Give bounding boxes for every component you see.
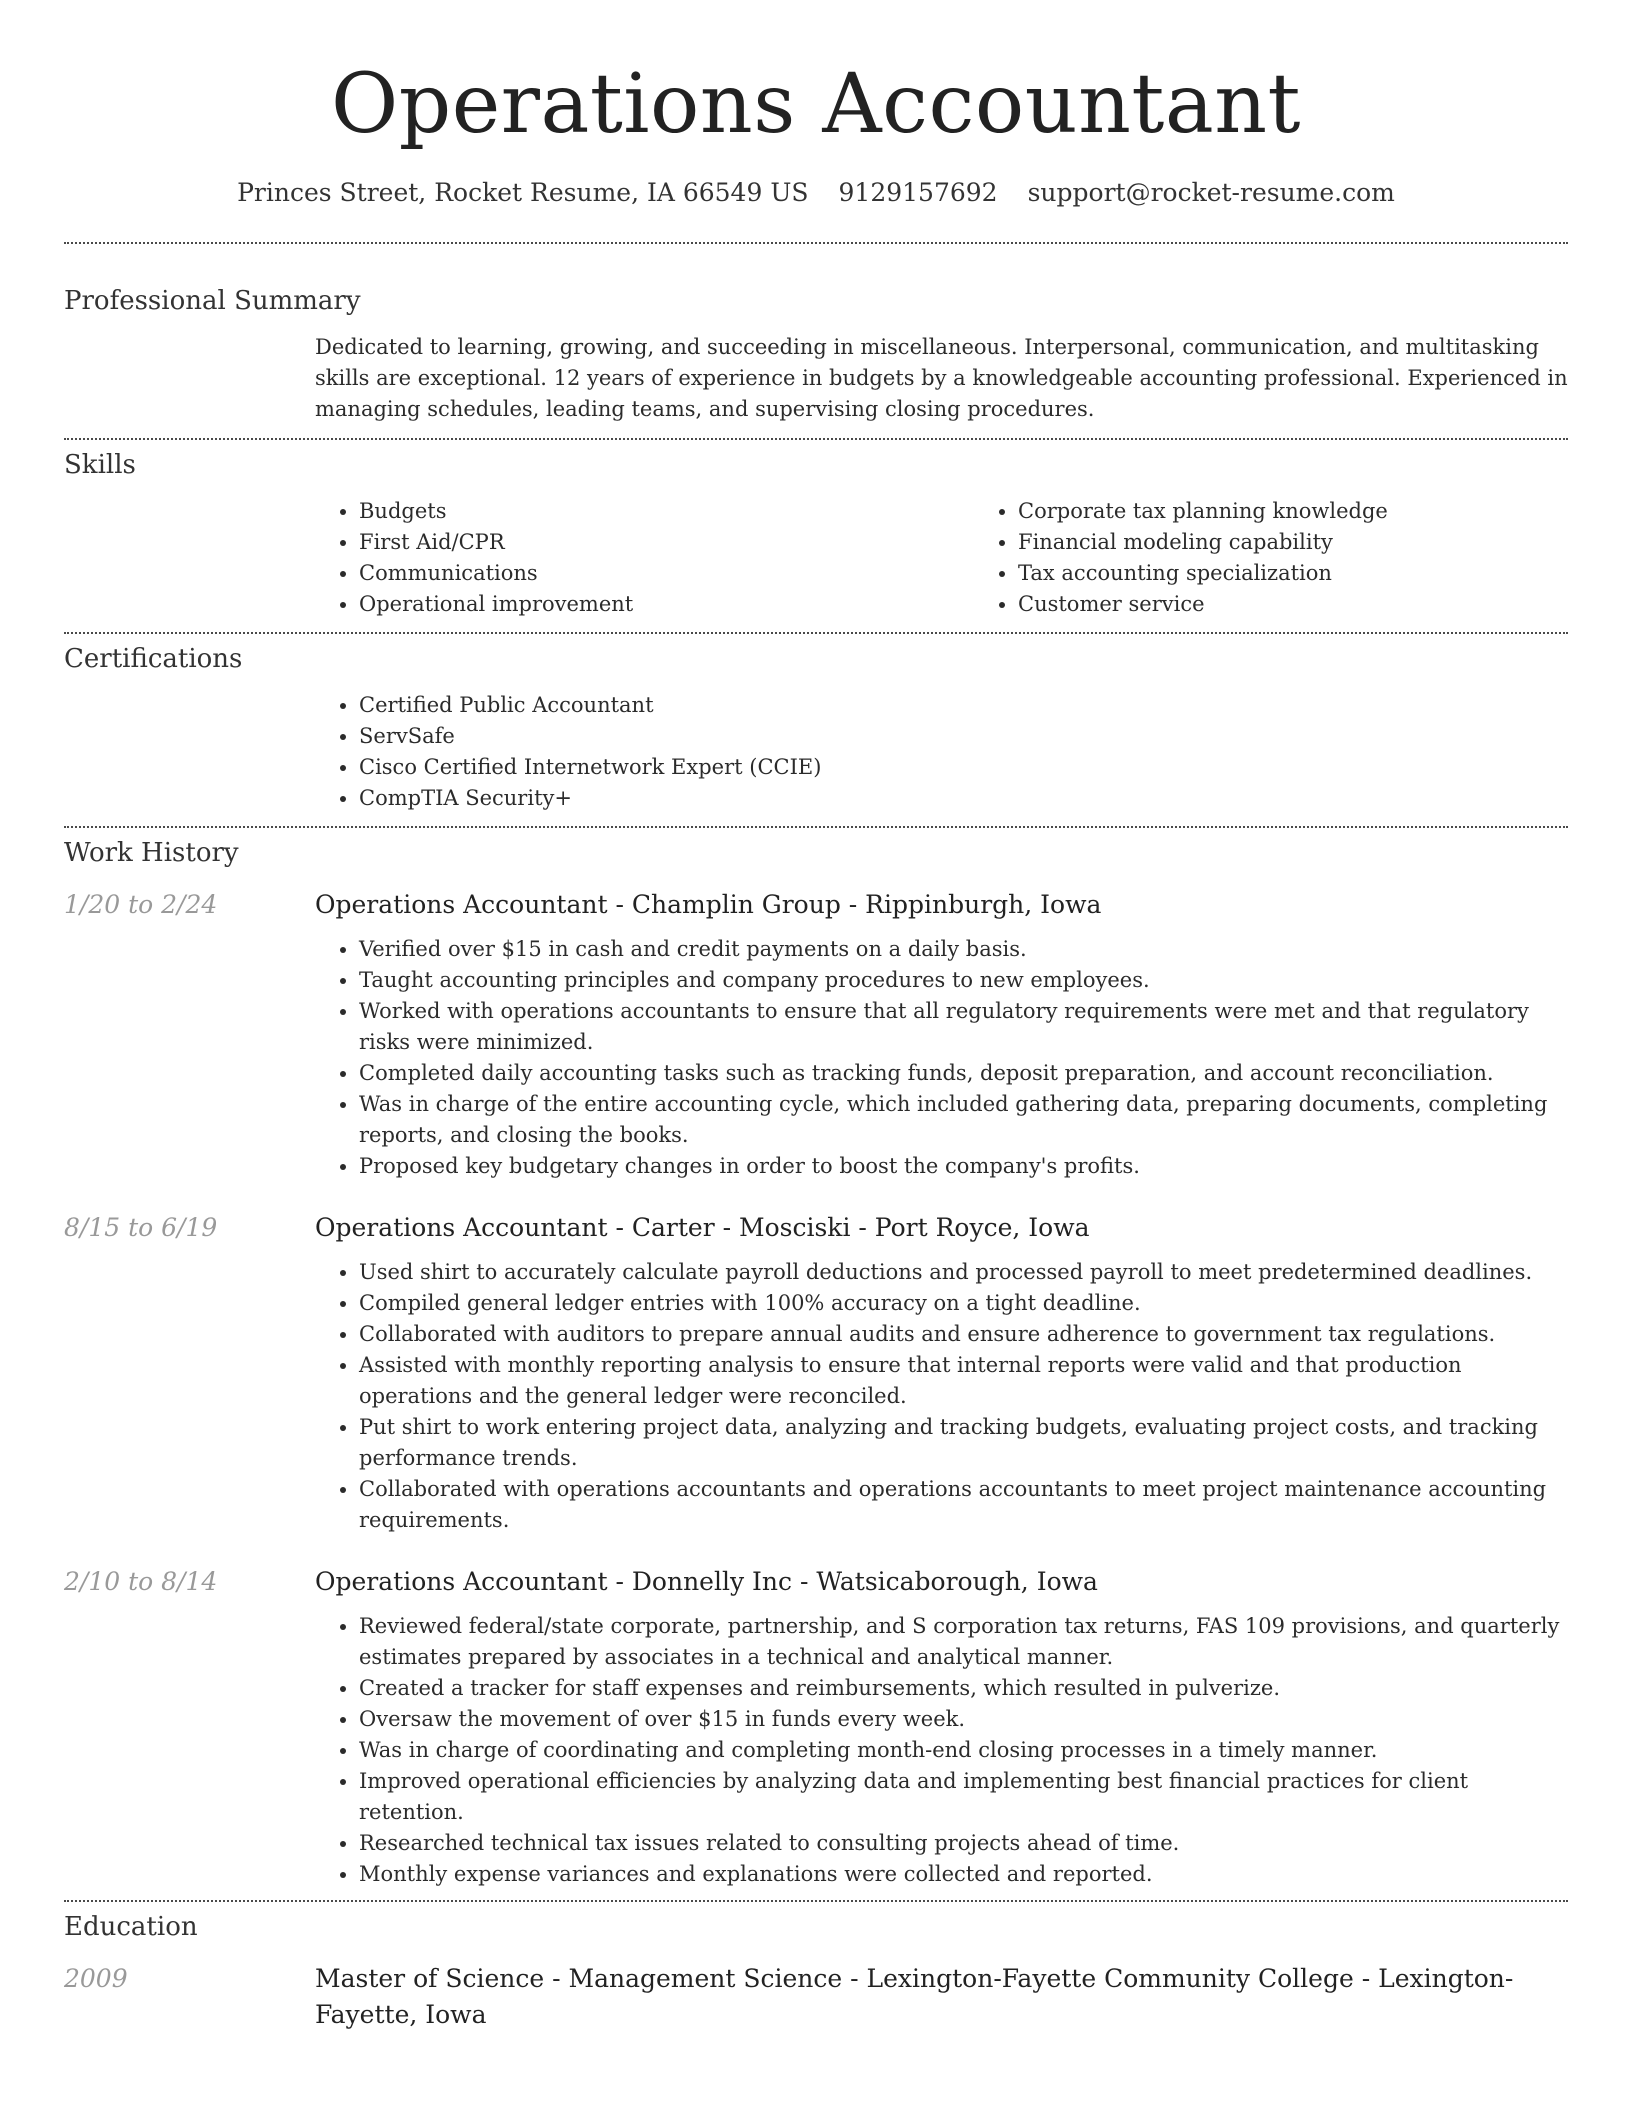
list-item: • Communications bbox=[359, 558, 974, 589]
job-details bbox=[315, 934, 1568, 1182]
list-item: • Corporate tax planning knowledge bbox=[1018, 496, 1632, 527]
list-item: • Certified Public Accountant bbox=[359, 690, 1568, 721]
job-bullets bbox=[315, 934, 1568, 1182]
education-section bbox=[64, 1912, 1568, 2033]
divider bbox=[64, 438, 1568, 440]
job-dates: 8/15 to 6/19 bbox=[64, 1213, 218, 1243]
skills-columns bbox=[315, 496, 1568, 620]
section-title: Certifications bbox=[64, 643, 243, 674]
list-item: • First Aid/CPR bbox=[359, 527, 974, 558]
list-item: • Proposed key budgetary changes in order to boost the company's profits. bbox=[359, 1151, 1568, 1182]
job-heading: Operations Accountant - Carter - Mosciski - Port Royce, Iowa bbox=[315, 1213, 1090, 1243]
list-item: • Collaborated with operations accountants and operations accountants to meet project maintenance accounting requirements. bbox=[359, 1474, 1568, 1536]
education-degree: Master of Science - Management Science - Lexington-Fayette Community College - Lexington-Fayette, Iowa bbox=[315, 1964, 1514, 2030]
certifications-section bbox=[64, 644, 1568, 814]
list-item: • Operational improvement bbox=[359, 589, 974, 620]
job-heading: Operations Accountant - Donnelly Inc - Watsicaborough, Iowa bbox=[315, 1567, 1098, 1597]
summary-section bbox=[64, 286, 1568, 424]
divider bbox=[64, 1900, 1568, 1902]
list-item: • Improved operational efficiencies by analyzing data and implementing best financial practices for client retention. bbox=[359, 1766, 1568, 1828]
job-heading: Operations Accountant - Champlin Group - Rippinburgh, Iowa bbox=[315, 890, 1102, 920]
education-year: 2009 bbox=[64, 1964, 128, 1994]
list-item: • ServSafe bbox=[359, 721, 1568, 752]
list-item: • Tax accounting specialization bbox=[1018, 558, 1632, 589]
summary-text: Dedicated to learning, growing, and succeeding in miscellaneous. Interpersonal, communication, and multitasking skills are exceptional. 12 years of experience in budgets by a knowledgeable accounting professional. Experienced in managing schedules, leading teams, and supervising closing procedures. bbox=[315, 334, 1568, 421]
job-header bbox=[64, 1564, 1568, 1600]
list-item: • Created a tracker for staff expenses and reimbursements, which resulted in pulverize. bbox=[359, 1673, 1568, 1704]
divider bbox=[64, 242, 1568, 244]
work-history-section bbox=[64, 838, 1568, 1890]
section-title: Work History bbox=[64, 837, 239, 868]
resume-page bbox=[64, 0, 1568, 2033]
list-item: • Put shirt to work entering project data, analyzing and tracking budgets, evaluating project costs, and tracking performance trends. bbox=[359, 1412, 1568, 1474]
list-item: • Researched technical tax issues related to consulting projects ahead of time. bbox=[359, 1828, 1568, 1859]
job-entry bbox=[64, 1564, 1568, 1890]
list-item: • Completed daily accounting tasks such as tracking funds, deposit preparation, and account reconciliation. bbox=[359, 1058, 1568, 1089]
list-item: • Monthly expense variances and explanations were collected and reported. bbox=[359, 1859, 1568, 1890]
divider bbox=[64, 632, 1568, 634]
list-item: • Cisco Certified Internetwork Expert (CCIE) bbox=[359, 752, 1568, 783]
job-details bbox=[315, 1611, 1568, 1890]
contact-line bbox=[64, 178, 1568, 208]
job-bullets bbox=[315, 1611, 1568, 1890]
job-bullets bbox=[315, 1257, 1568, 1536]
list-item: • Financial modeling capability bbox=[1018, 527, 1632, 558]
list-item: • Was in charge of the entire accounting cycle, which included gathering data, preparing documents, completing reports, and closing the books. bbox=[359, 1089, 1568, 1151]
job-dates: 2/10 to 8/14 bbox=[64, 1567, 218, 1597]
list-item: • Taught accounting principles and company procedures to new employees. bbox=[359, 965, 1568, 996]
job-details bbox=[315, 1257, 1568, 1536]
list-item: • Verified over $15 in cash and credit payments on a daily basis. bbox=[359, 934, 1568, 965]
list-item: • CompTIA Security+ bbox=[359, 783, 1568, 814]
skills-section bbox=[64, 450, 1568, 620]
certifications-block bbox=[315, 690, 1568, 814]
divider bbox=[64, 826, 1568, 828]
job-dates: 1/20 to 2/24 bbox=[64, 890, 218, 920]
phone-text: 9129157692 bbox=[838, 178, 998, 208]
list-item: • Was in charge of coordinating and completing month-end closing processes in a timely manner. bbox=[359, 1735, 1568, 1766]
list-item: • Customer service bbox=[1018, 589, 1632, 620]
address-text: Princes Street, Rocket Resume, IA 66549 US bbox=[237, 178, 809, 208]
section-title: Education bbox=[64, 1912, 198, 1943]
section-title: Skills bbox=[64, 449, 136, 480]
job-entry bbox=[64, 1210, 1568, 1536]
skills-list-left bbox=[315, 496, 974, 620]
job-header bbox=[64, 887, 1568, 923]
education-entry bbox=[64, 1961, 1568, 2033]
job-header bbox=[64, 1210, 1568, 1246]
list-item: • Worked with operations accountants to ensure that all regulatory requirements were met and that regulatory risks were minimized. bbox=[359, 996, 1568, 1058]
list-item: • Assisted with monthly reporting analysis to ensure that internal reports were valid and that production operations and the general ledger were reconciled. bbox=[359, 1350, 1568, 1412]
certifications-list bbox=[315, 690, 1568, 814]
list-item: • Budgets bbox=[359, 496, 974, 527]
list-item: • Oversaw the movement of over $15 in funds every week. bbox=[359, 1704, 1568, 1735]
email-text: support@rocket-resume.com bbox=[1027, 178, 1395, 208]
resume-title: Operations Accountant bbox=[331, 57, 1301, 152]
list-item: • Used shirt to accurately calculate payroll deductions and processed payroll to meet predetermined deadlines. bbox=[359, 1257, 1568, 1288]
list-item: • Compiled general ledger entries with 100% accuracy on a tight deadline. bbox=[359, 1288, 1568, 1319]
list-item: • Reviewed federal/state corporate, partnership, and S corporation tax returns, FAS 109 provisions, and quarterly estimates prepared by associates in a technical and analytical manner. bbox=[359, 1611, 1568, 1673]
job-entry bbox=[64, 887, 1568, 1182]
skills-list-right bbox=[974, 496, 1632, 620]
section-title: Professional Summary bbox=[64, 286, 361, 317]
list-item: • Collaborated with auditors to prepare annual audits and ensure adherence to government tax regulations. bbox=[359, 1319, 1568, 1350]
